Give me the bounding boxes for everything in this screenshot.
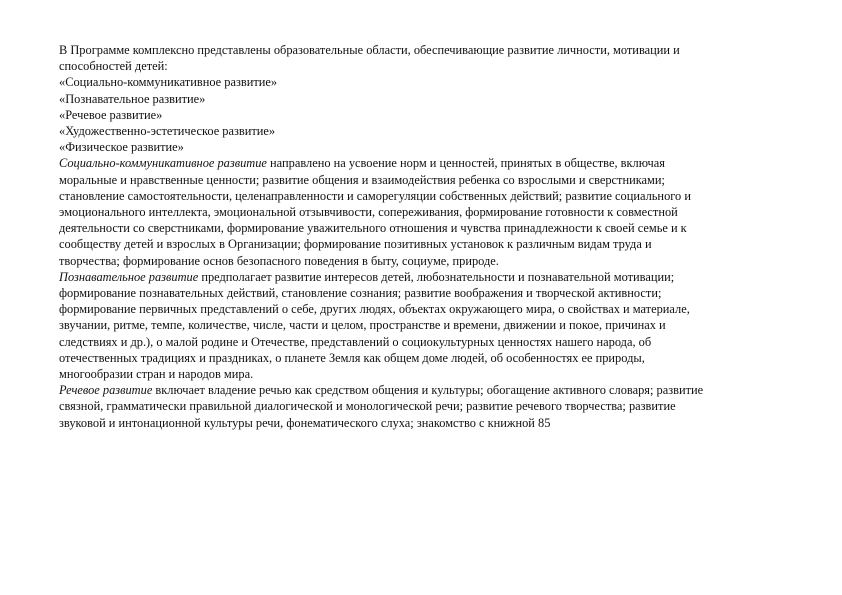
area-item: «Познавательное развитие»: [59, 91, 206, 106]
cognitive-line: следствиях и др.), о малой родине и Отечестве, представлений о социокультурных ценностях нашего народа, об: [59, 334, 652, 349]
social-line: становление самостоятельности, целенаправленности и саморегуляции собственных действий; развитие социального и: [59, 188, 691, 203]
area-item: «Физическое развитие»: [59, 140, 184, 155]
social-paragraph-first-line: [59, 155, 783, 171]
social-line: творчества; формирование основ безопасного поведения в быту, социуме, природе.: [59, 253, 499, 268]
social-first-rest: направлено на усвоение норм и ценностей, принятых в обществе, включая: [266, 156, 665, 171]
area-item: «Социально-коммуникативное развитие»: [59, 75, 278, 90]
cognitive-line: формирование первичных представлений о себе, других людях, объектах окружающего мира, о свойствах и материале,: [59, 302, 690, 317]
social-line: сообществу детей и взрослых в Организации; формирование позитивных установок к различным видам труда и: [59, 237, 652, 252]
intro-line: В Программе комплексно представлены образовательные области, обеспечивающие развитие личности, мотивации и: [59, 43, 680, 57]
social-line: деятельности со сверстниками, формирование уважительного отношения и чувства принадлежности к своей семье и к: [59, 221, 687, 236]
area-item: «Речевое развитие»: [59, 107, 163, 122]
social-line: моральные и нравственные ценности; развитие общения и взаимодействия ребенка со взрослыми и сверстниками;: [59, 172, 665, 187]
social-term: Социально-коммуникативное развитие: [59, 156, 267, 171]
social-line: эмоционального интеллекта, эмоциональной отзывчивости, сопереживания, формирование готовности к совместной: [59, 205, 678, 220]
speech-line: звуковой и интонационной культуры речи, фонематического слуха; знакомство с книжной 85: [59, 415, 551, 430]
cognitive-line: формирование познавательных действий, становление сознания; развитие воображения и творческой активности;: [59, 286, 662, 301]
speech-line: связной, грамматически правильной диалогической и монологической речи; развитие речевого творчества; развитие: [59, 399, 676, 414]
cognitive-first-rest: предполагает развитие интересов детей, любознательности и познавательной мотивации;: [198, 269, 675, 284]
cognitive-line: звучании, ритме, темпе, количестве, числе, части и целом, пространстве и времени, движении и покое, причинах и: [59, 318, 666, 333]
cognitive-line: отечественных традициях и праздниках, о планете Земля как общем доме людей, об особенностях ее природы,: [59, 350, 645, 365]
speech-first-rest: включает владение речью как средством общения и культуры; обогащение активного словаря; развитие: [152, 383, 704, 398]
cognitive-line: многообразии стран и народов мира.: [59, 367, 254, 382]
document-page: [59, 42, 783, 431]
cognitive-term: Познавательное развитие: [59, 269, 199, 284]
speech-paragraph-first-line: [59, 382, 783, 398]
cognitive-paragraph-first-line: [59, 269, 783, 285]
area-item: «Художественно-эстетическое развитие»: [59, 124, 276, 139]
intro-line: способностей детей:: [59, 59, 168, 74]
speech-term: Речевое развитие: [59, 383, 153, 398]
